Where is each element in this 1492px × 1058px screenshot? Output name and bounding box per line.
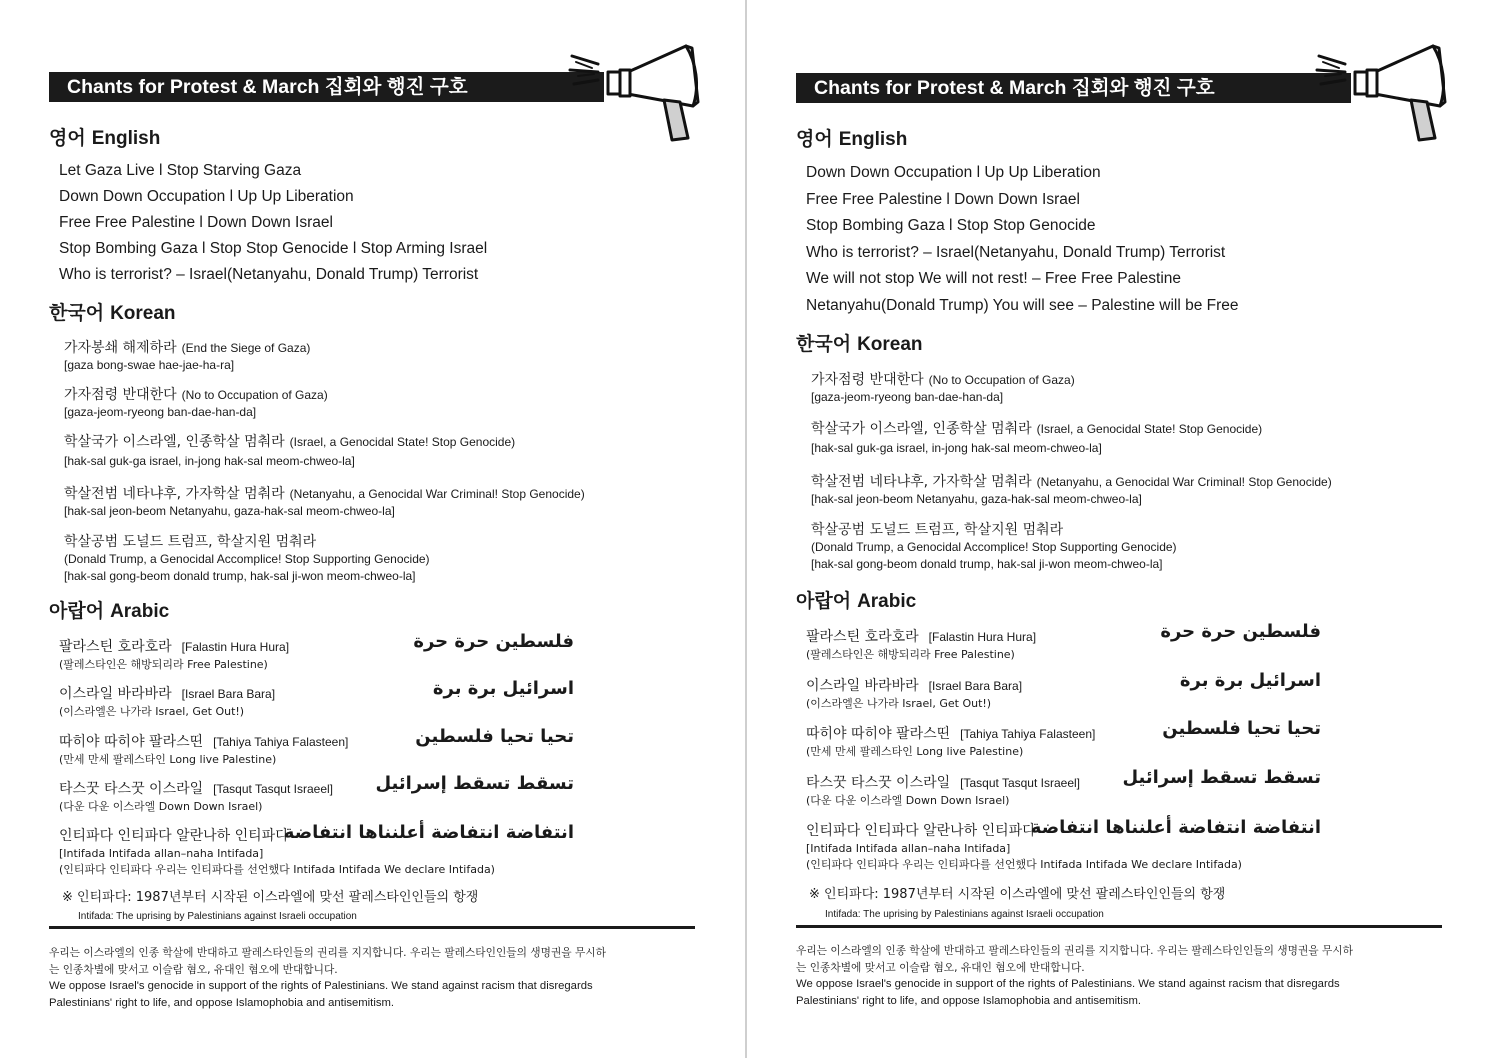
romanization: [hak-sal gong-beom donald trump, hak-sal ji-won meom-chweo-la] (811, 557, 1163, 571)
romanization: [hak-sal gong-beom donald trump, hak-sal ji-won meom-chweo-la] (64, 569, 416, 583)
arabic-text: تحيا تحيا فلسطين (415, 726, 574, 747)
korean-chant (64, 430, 515, 470)
english-translation: (Israel, a Genocidal State! Stop Genocide) (1036, 422, 1263, 436)
korean-text: 학살공범 도널드 트럼프, 학살지원 멈춰라 (64, 534, 317, 550)
page-title: Chants for Protest & March 집회와 행진 구호 (796, 73, 1351, 103)
section-arabic-heading: 아랍어 Arabic (796, 590, 917, 612)
korean-chant (811, 518, 1177, 573)
section-arabic-heading: 아랍어 Arabic (49, 600, 170, 622)
meaning: (만세 만세 팔레스타인 Long live Palestine) (59, 753, 277, 766)
romanization: [gaza-jeom-ryeong ban-dae-han-da] (64, 405, 257, 419)
section-korean-heading: 한국어 Korean (49, 302, 176, 324)
meaning: (인티파다 인티파다 우리는 인티파다를 선언했다 Intifada Intifada We declare Intifada) (806, 858, 1242, 871)
korean-text: 학살공범 도널드 트럼프, 학살지원 멈춰라 (811, 522, 1064, 538)
arabic-text: انتفاضة انتفاضة أعلنناها انتفاضة (1030, 817, 1321, 838)
footnote-english: Intifada: The uprising by Palestinians against Israeli occupation (825, 909, 1104, 920)
page-title: Chants for Protest & March 집회와 행진 구호 (49, 72, 604, 102)
romanization: [Falastin Hura Hura] (181, 640, 290, 654)
arabic-text: تسقط تسقط إسرائيل (1122, 767, 1321, 788)
korean-text: 학살국가 이스라엘, 인종학살 멈춰라 (811, 421, 1032, 437)
romanization: [gaza bong-swae hae-jae-ha-ra] (64, 358, 235, 372)
arabic-chant (806, 767, 1326, 809)
romanization: [Falastin Hura Hura] (928, 630, 1037, 644)
romanization: [Tasqut Tasqut Israeel] (960, 776, 1080, 790)
english-translation: (End the Siege of Gaza) (181, 341, 311, 355)
english-translation: (Donald Trump, a Genocidal Accomplice! Stop Supporting Genocide) (64, 552, 430, 566)
korean-transliteration: 팔라스틴 호라호라 (59, 639, 172, 655)
korean-transliteration: 따히야 따히야 팔라스띤 (806, 726, 951, 742)
korean-chant (811, 368, 1075, 406)
meaning: (다운 다운 이스라엘 Down Down Israel) (59, 800, 263, 813)
divider-rule (49, 926, 695, 929)
english-chant: We will not stop We will not rest! – Free Free Palestine (806, 270, 1182, 287)
meaning: (만세 만세 팔레스타인 Long live Palestine) (806, 745, 1024, 758)
romanization: [hak-sal jeon-beom Netanyahu, gaza-hak-sal meom-chweo-la] (811, 492, 1142, 506)
english-chant: Down Down Occupation l Up Up Liberation (806, 164, 1101, 181)
english-translation: (Donald Trump, a Genocidal Accomplice! Stop Supporting Genocide) (811, 540, 1177, 554)
korean-transliteration: 이스라일 바라바라 (59, 686, 172, 702)
meaning: (이스라엘은 나가라 Israel, Get Out!) (806, 697, 992, 710)
korean-text: 가자봉쇄 해제하라 (64, 340, 177, 356)
korean-transliteration: 타스꿋 타스꿋 이스라일 (806, 775, 951, 791)
romanization: [Tahiya Tahiya Falasteen] (213, 735, 349, 749)
divider-rule (796, 925, 1442, 928)
arabic-text: فلسطين حرة حرة (413, 631, 574, 652)
english-chant: Free Free Palestine l Down Down Israel (806, 191, 1080, 208)
romanization: [Tasqut Tasqut Israeel] (213, 782, 333, 796)
korean-text: 가자점령 반대한다 (811, 372, 924, 388)
meaning: (이스라엘은 나가라 Israel, Get Out!) (59, 705, 245, 718)
english-translation: (Israel, a Genocidal State! Stop Genocide) (289, 435, 516, 449)
korean-transliteration: 인티파다 인티파다 알란나하 인티파다 (59, 828, 289, 844)
english-translation: (No to Occupation of Gaza) (928, 373, 1075, 387)
romanization: [Intifada Intifada allan–naha Intifada] (59, 847, 264, 860)
romanization: [Israel Bara Bara] (928, 679, 1023, 693)
megaphone-icon (1315, 42, 1455, 142)
english-translation: (Netanyahu, a Genocidal War Criminal! Stop Genocide) (1036, 475, 1332, 489)
english-chant: Let Gaza Live l Stop Starving Gaza (59, 162, 302, 179)
romanization: [hak-sal guk-ga israel, in-jong hak-sal meom-chweo-la] (811, 441, 1102, 455)
megaphone-icon (568, 42, 708, 142)
korean-chant (64, 482, 585, 520)
korean-chant (64, 336, 310, 374)
footnote-korean: ※ 인티파다: 1987년부터 시작된 이스라엘에 맞선 팔레스타인인들의 항쟁 (809, 887, 1226, 902)
english-chant: Stop Bombing Gaza l Stop Stop Genocide l Stop Arming Israel (59, 240, 488, 257)
meaning: (팔레스타인은 해방되리라 Free Palestine) (59, 658, 268, 671)
arabic-chant (806, 621, 1326, 663)
section-korean-heading: 한국어 Korean (796, 333, 923, 355)
korean-transliteration: 인티파다 인티파다 알란나하 인티파다 (806, 823, 1036, 839)
korean-text: 가자점령 반대한다 (64, 387, 177, 403)
english-chant: Free Free Palestine l Down Down Israel (59, 214, 333, 231)
arabic-chant (59, 726, 579, 768)
english-chant: Who is terrorist? – Israel(Netanyahu, Donald Trump) Terrorist (806, 244, 1226, 261)
meaning: (인티파다 인티파다 우리는 인티파다를 선언했다 Intifada Intifada We declare Intifada) (59, 863, 495, 876)
romanization: [hak-sal jeon-beom Netanyahu, gaza-hak-sal meom-chweo-la] (64, 504, 395, 518)
statement: 우리는 이스라엘의 인종 학살에 반대하고 팔레스타인들의 권리를 지지합니다. 우리는 팔레스타인인들의 생명권을 무시하 는 인종차별에 맞서고 이슬람 혐오, 유대인 혐오에 반대합니다. We oppose Israel's genocide in support of the rights of Palestinians. We stand against racism that disregards Palestinians' right to life, and oppose Islamophobia and antisemitism. (796, 944, 1353, 1007)
korean-chant (64, 383, 328, 421)
arabic-text: تحيا تحيا فلسطين (1162, 718, 1321, 739)
arabic-chant (806, 670, 1326, 712)
arabic-chant (59, 773, 579, 815)
arabic-text: اسرائيل برة برة (432, 678, 574, 699)
english-chant: Down Down Occupation l Up Up Liberation (59, 188, 354, 205)
korean-chant (811, 470, 1332, 508)
section-english-heading: 영어 English (49, 127, 161, 149)
arabic-chant (806, 718, 1326, 760)
footnote-english: Intifada: The uprising by Palestinians against Israeli occupation (78, 911, 357, 922)
arabic-text: تسقط تسقط إسرائيل (375, 773, 574, 794)
statement: 우리는 이스라엘의 인종 학살에 반대하고 팔레스타인들의 권리를 지지합니다. 우리는 팔레스타인인들의 생명권을 무시하 는 인종차별에 맞서고 이슬람 혐오, 유대인 혐오에 반대합니다. We oppose Israel's genocide in support of the rights of Palestinians. We stand against racism that disregards Palestinians' right to life, and oppose Islamophobia and antisemitism. (49, 946, 606, 1009)
korean-text: 학살전범 네타냐후, 가자학살 멈춰라 (64, 486, 285, 502)
flyer-page-right (747, 0, 1492, 1058)
arabic-chant (59, 678, 579, 720)
english-translation: (Netanyahu, a Genocidal War Criminal! Stop Genocide) (289, 487, 585, 501)
arabic-chant (806, 819, 1326, 873)
korean-transliteration: 팔라스틴 호라호라 (806, 629, 919, 645)
english-chant: Netanyahu(Donald Trump) You will see – Palestine will be Free (806, 297, 1239, 314)
meaning: (다운 다운 이스라엘 Down Down Israel) (806, 794, 1010, 807)
korean-transliteration: 이스라일 바라바라 (806, 678, 919, 694)
korean-chant (811, 417, 1262, 457)
arabic-chant (59, 631, 579, 673)
romanization: [Israel Bara Bara] (181, 687, 276, 701)
english-chant: Stop Bombing Gaza l Stop Stop Genocide (806, 217, 1096, 234)
romanization: [hak-sal guk-ga israel, in-jong hak-sal meom-chweo-la] (64, 454, 355, 468)
english-chant: Who is terrorist? – Israel(Netanyahu, Donald Trump) Terrorist (59, 266, 479, 283)
korean-text: 학살국가 이스라엘, 인종학살 멈춰라 (64, 434, 285, 450)
romanization: [Tahiya Tahiya Falasteen] (960, 727, 1096, 741)
korean-chant (64, 530, 430, 585)
korean-text: 학살전범 네타냐후, 가자학살 멈춰라 (811, 474, 1032, 490)
arabic-text: انتفاضة انتفاضة أعلنناها انتفاضة (283, 822, 574, 843)
arabic-text: فلسطين حرة حرة (1160, 621, 1321, 642)
korean-transliteration: 따히야 따히야 팔라스띤 (59, 734, 204, 750)
korean-transliteration: 타스꿋 타스꿋 이스라일 (59, 781, 204, 797)
english-translation: (No to Occupation of Gaza) (181, 388, 328, 402)
arabic-chant (59, 824, 579, 878)
arabic-text: اسرائيل برة برة (1179, 670, 1321, 691)
romanization: [Intifada Intifada allan–naha Intifada] (806, 842, 1011, 855)
romanization: [gaza-jeom-ryeong ban-dae-han-da] (811, 390, 1004, 404)
section-english-heading: 영어 English (796, 128, 908, 150)
meaning: (팔레스타인은 해방되리라 Free Palestine) (806, 648, 1015, 661)
footnote-korean: ※ 인티파다: 1987년부터 시작된 이스라엘에 맞선 팔레스타인인들의 항쟁 (62, 890, 479, 905)
